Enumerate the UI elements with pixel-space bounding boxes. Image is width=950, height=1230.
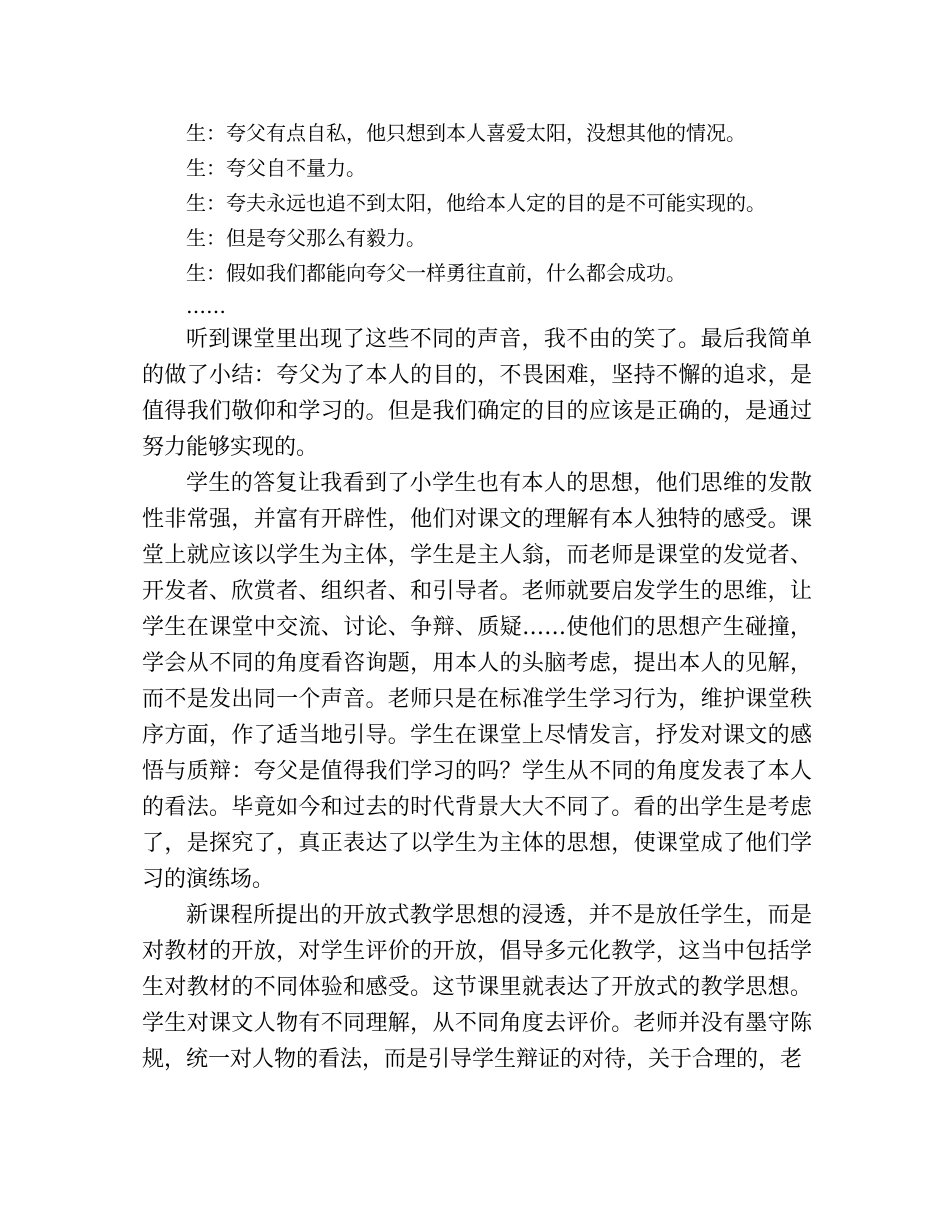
dialogue-line: 生：夸父自不量力。 [186, 156, 366, 180]
paragraph-student-thinking: 学生的答复让我看到了小学生也有本人的思想，他们思维的发散性非常强，并富有开辟性，他们对课文的理解有本人独特的感受。课堂上就应该以学生为主体，学生是主人翁，而老师是课堂的发觉者、开发者、欣赏者、组织者、和引导者。老师就要启发学生的思维，让学生在课堂中交流、讨论、争辩、质疑……使他们的思想产生碰撞，学会从不同的角度看咨询题，用本人的头脑考虑，提出本人的见解，而不是发出同一个声音。老师只是在标准学生学习行为，维护课堂秩序方面，作了适当地引导。学生在课堂上尽情发言，抒发对课文的感悟与质辩：夸父是值得我们学习的吗？学生从不同的角度发表了本人的看法。毕竟如今和过去的时代背景大大不同了。看的出学生是考虑了，是探究了，真正表达了以学生为主体的思想，使课堂成了他们学习的演练场。 [142, 471, 812, 892]
dialogue-line: 生：假如我们都能向夸父一样勇往直前，什么都会成功。 [186, 261, 686, 285]
dialogue-line: 生：夸夫永远也追不到太阳，他给本人定的目的是不可能实现的。 [186, 191, 766, 215]
reflection-body [142, 322, 812, 1078]
paragraph-summary: 听到课堂里出现了这些不同的声音，我不由的笑了。最后我简单的做了小结：夸父为了本人的目的，不畏困难，坚持不懈的追求，是值得我们敬仰和学习的。但是我们确定的目的应该是正确的，是通过努力能够实现的。 [142, 327, 812, 460]
dialogue-line: 生：但是夸父那么有毅力。 [186, 226, 426, 250]
paragraph-open-teaching: 新课程所提出的开放式教学思想的浸透，并不是放任学生，而是对教材的开放，对学生评价的开放，倡导多元化教学，这当中包括学生对教材的不同体验和感受。这节课里就表达了开放式的教学思想。学生对课文人物有不同理解，从不同角度去评价。老师并没有墨守陈规，统一对人物的看法，而是引导学生辩证的对待，关于合理的，老 [142, 903, 812, 1072]
student-dialogue [186, 116, 886, 321]
dialogue-line: 生：夸父有点自私，他只想到本人喜爱太阳，没想其他的情况。 [186, 121, 746, 145]
dialogue-ellipsis: …… [186, 294, 226, 318]
